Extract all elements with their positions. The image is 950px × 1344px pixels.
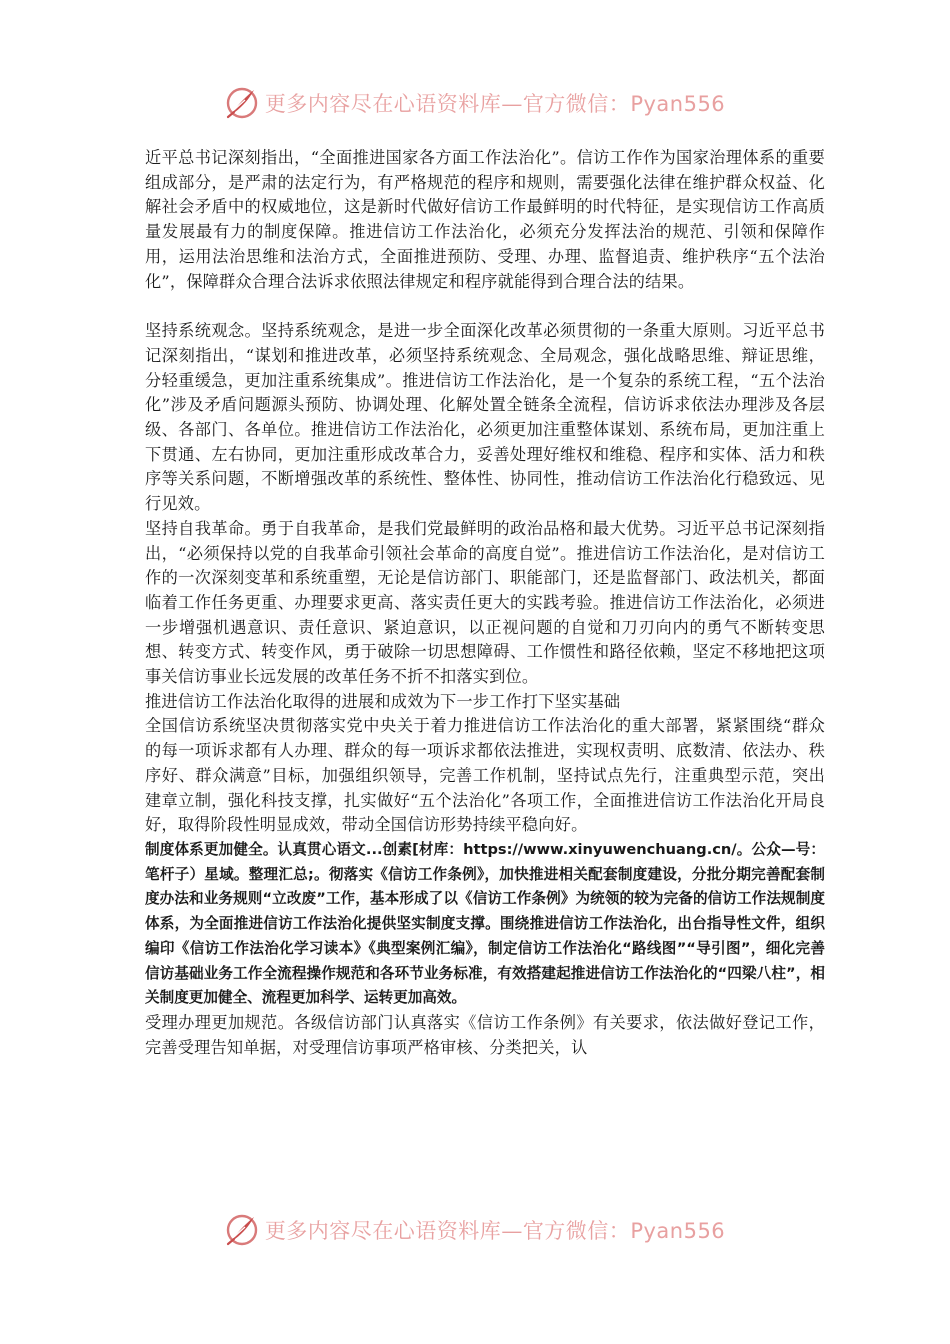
paragraph-national-progress: 全国信访系统坚决贯彻落实党中央关于着力推进信访工作法治化的重大部署，紧紧围绕“群众的每一项诉求都有人办理、群众的每一项诉求都依法推进，实现权责明、底数清、依法办、秩序好、群众满意”目标，加强组织领导，完善工作机制，坚持试点先行，注重典型示范，突出建章立制，强化科技支撑，扎实做好“五个法治化”各项工作，全面推进信访工作法治化开局良好，取得阶段性明显成效，带动全国信访形势持续平稳向好。 [145,716,825,835]
quill-logo-icon [225,1213,259,1247]
watermark-handle: Pyan556 [630,92,726,116]
watermark-suffix: 官方微信： [522,1219,631,1243]
document-body [145,146,825,1060]
paragraph-institutional-system: 制度体系更加健全。认真贯心语文...创素[材库：https://www.xinyuwenchuang.cn/。公众—号：笔杆子）星域。整理汇总;。彻落实《信访工作条例》，加快推进相关配套制度建设，分批分期完善配套制度办法和业务规则“立改废”工作，基本形成了以《信访工作条例》为统领的较为完备的信访工作法规制度体系，为全面推进信访工作法治化提供坚实制度支撑。围绕推进信访工作法治化，出台指导性文件，组织编印《信访工作法治化学习读本》《典型案例汇编》，制定信访工作法治化“路线图”“导引图”，细化完善信访基础业务工作全流程操作规范和各环节业务标准，有效搭建起推进信访工作法治化的“四梁八柱”，相关制度更加健全、流程更加科学、运转更加高效。 [145,840,825,1007]
watermark-text [265,88,725,118]
paragraph-acceptance-handling: 受理办理更加规范。各级信访部门认真落实《信访工作条例》有关要求，依法做好登记工作，完善受理告知单据，对受理信访事项严格审核、分类把关，认 [145,1012,825,1057]
paragraph-self-revolution: 坚持自我革命。勇于自我革命，是我们党最鲜明的政治品格和最大优势。习近平总书记深刻指出，“必须保持以党的自我革命引领社会革命的高度自觉”。推进信访工作法治化，是对信访工作的一次深刻变革和系统重塑，无论是信访部门、职能部门，还是监督部门、政法机关，都面临着工作任务更重、办理要求更高、落实责任更大的实践考验。推进信访工作法治化，必须进一步增强机遇意识、责任意识、紧迫意识，以正视问题的自觉和刀刃向内的勇气不断转变思想、转变方式、转变作风，勇于破除一切思想障碍、工作惯性和路径依赖，坚定不移地把这项事关信访事业长远发展的改革任务不折不扣落实到位。 [145,518,825,687]
paragraph-systems-view: 坚持系统观念。坚持系统观念，是进一步全面深化改革必须贯彻的一条重大原则。习近平总书记深刻指出，“谋划和推进改革，必须坚持系统观念、全局观念，强化战略思维、辩证思维，分轻重缓急，更加注重系统集成”。推进信访工作法治化，是一个复杂的系统工程，“五个法治化”涉及矛盾问题源头预防、协调处理、化解处置全链条全流程，信访诉求依法办理涉及各层级、各部门、各单位。推进信访工作法治化，必须更加注重整体谋划、系统布局，更加注重上下贯通、左右协同，更加注重形成改革合力，妥善处理好维权和维稳、程序和实体、活力和秩序等关系问题，不断增强改革的系统性、整体性、协同性，推动信访工作法治化行稳致远、见行见效。 [145,321,825,514]
watermark-handle: Pyan556 [630,1219,726,1243]
paragraph-rule-of-law: 近平总书记深刻指出，“全面推进国家各方面工作法治化”。信访工作作为国家治理体系的重要组成部分，是严肃的法定行为，有严格规范的程序和规则，需要强化法律在维护群众权益、化解社会矛盾中的权威地位，这是新时代做好信访工作最鲜明的时代特征，是实现信访工作高质量发展最有力的制度保障。推进信访工作法治化，必须充分发挥法治的规范、引领和保障作用，运用法治思维和法治方式，全面推进预防、受理、办理、监督追责、维护秩序“五个法治化”，保障群众合理合法诉求依照法律规定和程序就能得到合理合法的结果。 [145,148,825,291]
watermark-title: 更多内容尽在心语资料库 [264,92,502,116]
watermark-suffix: 官方微信： [522,92,631,116]
header-watermark [0,83,950,123]
section-heading: 推进信访工作法治化取得的进展和成效为下一步工作打下坚实基础 [145,691,621,711]
watermark-separator: — [501,1219,523,1243]
footer-watermark [0,1210,950,1250]
quill-logo-icon [225,86,259,120]
watermark-text [265,1215,725,1245]
watermark-title: 更多内容尽在心语资料库 [264,1219,502,1243]
watermark-separator: — [501,92,523,116]
